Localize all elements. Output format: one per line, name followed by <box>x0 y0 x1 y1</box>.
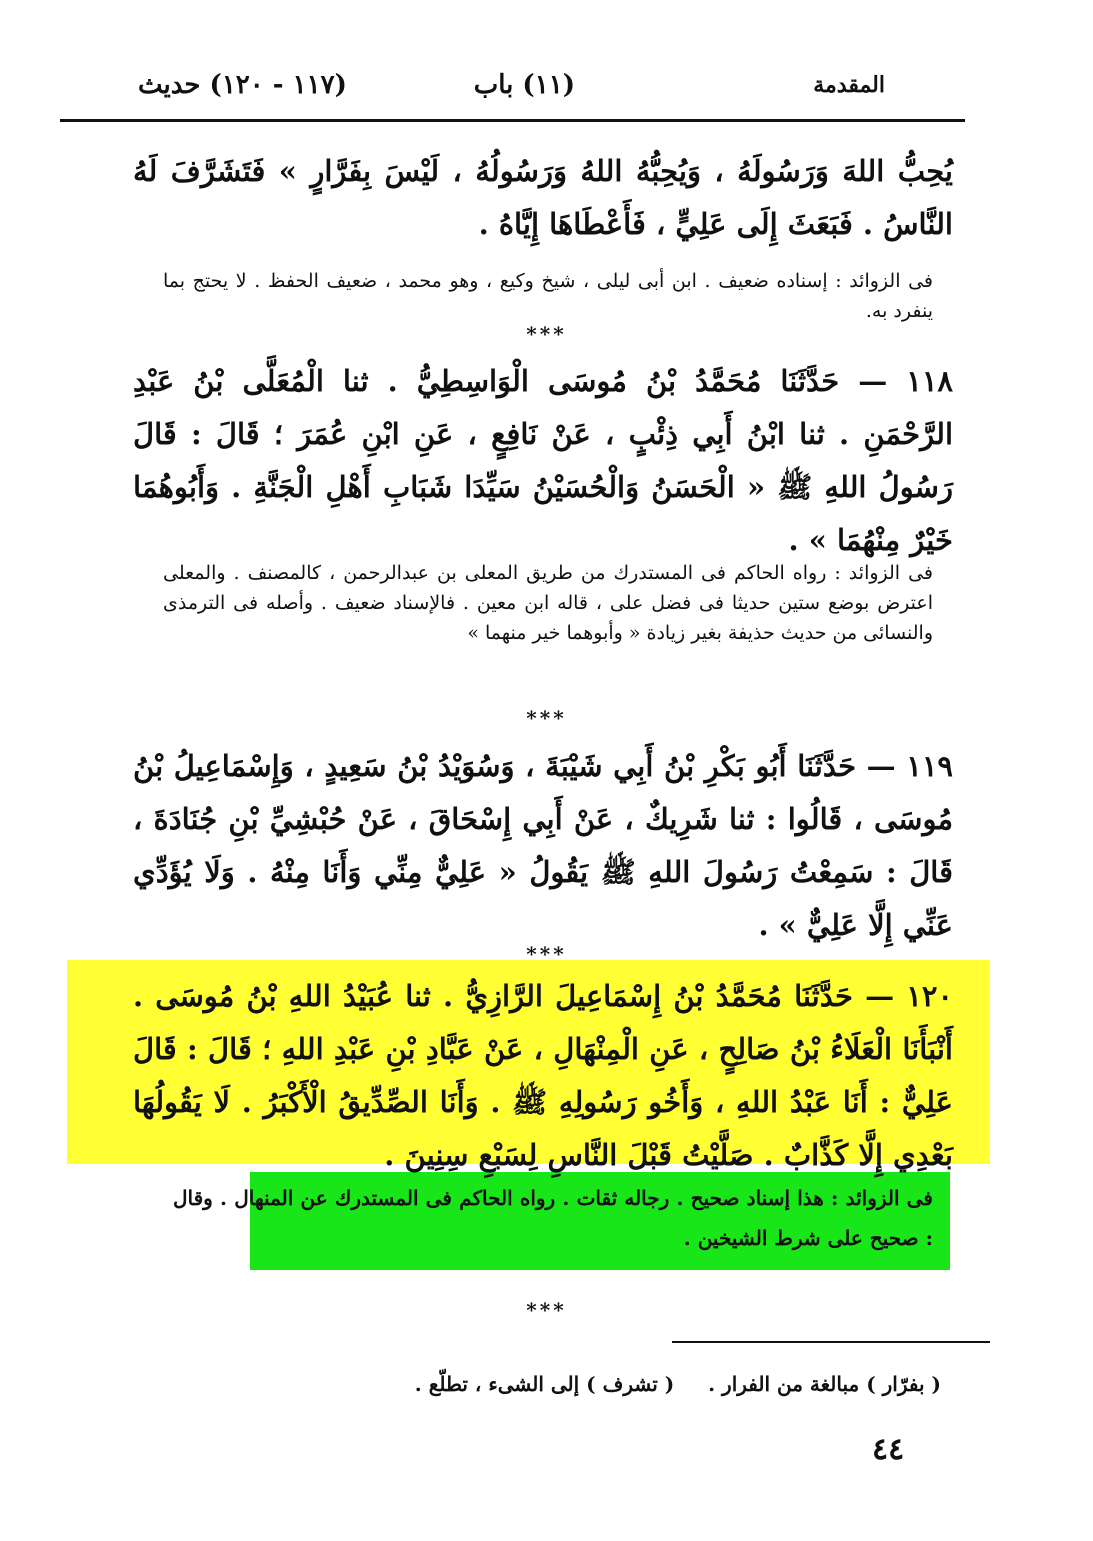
hadith-117-text: يُحِبُّ اللهَ وَرَسُولَهُ ، وَيُحِبُّهُ اللهُ وَرَسُولُهُ ، لَيْسَ بِفَرَّارٍ » فَتَشَرَّفَ لَهُ النَّاسُ . فَبَعَثَ إِلَى عَلِيٍّ ، فَأَعْطَاهَا إِيَّاهُ . <box>133 154 953 241</box>
footnote <box>415 1372 941 1396</box>
hadith-120-text: ١٢٠ — حَدَّثَنَا مُحَمَّدُ بْنُ إِسْمَاعِيلَ الرَّازِيُّ . ثنا عُبَيْدُ اللهِ بْنُ مُوسَى . أَنْبَأَنَا الْعَلَاءُ بْنُ صَالِحٍ ، عَنِ الْمِنْهَالِ ، عَنْ عَبَّادِ بْنِ عَبْدِ اللهِ ؛ قَالَ : قَالَ عَلِيٌّ : أَنَا عَبْدُ اللهِ ، وَأَخُو رَسُولِهِ ﷺ . وَأَنَا الصِّدِّيقُ الْأَكْبَرُ . لَا يَقُولُهَا بَعْدِي إِلَّا كَذَّابٌ . صَلَّيْتُ قَبْلَ النَّاسِ لِسَبْعِ سِنِينَ . <box>133 979 953 1172</box>
hadith-118-text: ١١٨ — حَدَّثَنَا مُحَمَّدُ بْنُ مُوسَى الْوَاسِطِيُّ . ثنا الْمُعَلَّى بْنُ عَبْدِ الرَّحْمَنِ . ثنا ابْنُ أَبِي ذِئْبٍ ، عَنْ نَافِعٍ ، عَنِ ابْنِ عُمَرَ ؛ قَالَ : قَالَ رَسُولُ اللهِ ﷺ « الْحَسَنُ وَالْحُسَيْنُ سَيِّدَا شَبَابِ أَهْلِ الْجَنَّةِ . وَأَبُوهُمَا خَيْرٌ مِنْهُمَا » . <box>133 364 953 557</box>
page-number: ٤٤ <box>872 1432 905 1467</box>
separator-1: *** <box>526 322 567 346</box>
hadith-117-note: فى الزوائد : إسناده ضعيف . ابن أبى ليلى ، شيخ وكيع ، وهو محمد ، ضعيف الحفظ . لا يحتج بما ينفرد به. <box>163 270 933 322</box>
separator-2: *** <box>526 706 567 730</box>
footnote-rule <box>672 1341 990 1343</box>
hadith-118-note: فى الزوائد : رواه الحاكم فى المستدرك من طريق المعلى بن عبدالرحمن ، كالمصنف . والمعلى اعترض بوضع ستين حديثا فى فضل على ، قاله ابن معين . فالإسناد ضعيف . وأصله فى الترمذى والنسائى من حديث حذيفة بغير زيادة « وأبوهما خير منهما » <box>163 562 933 644</box>
footnote-item-2: ( تشرف ) إلى الشىء ، تطلّع . <box>414 1372 675 1396</box>
header-section: المقدمة <box>813 72 885 98</box>
footnote-item-1: ( بفرّار ) مبالغة من الفرار . <box>708 1372 941 1396</box>
hadith-119-text: ١١٩ — حَدَّثَنَا أَبُو بَكْرِ بْنُ أَبِي شَيْبَةَ ، وَسُوَيْدُ بْنُ سَعِيدٍ ، وَإِسْمَاعِيلُ بْنُ مُوسَى ، قَالُوا : ثنا شَرِيكٌ ، عَنْ أَبِي إِسْحَاقَ ، عَنْ حُبْشِيِّ بْنِ جُنَادَةَ ، قَالَ : سَمِعْتُ رَسُولَ اللهِ ﷺ يَقُولُ « عَلِيٌّ مِنِّي وَأَنَا مِنْهُ . وَلَا يُؤَدِّي عَنِّي إِلَّا عَلِيٌّ » . <box>133 749 953 942</box>
header-rule <box>60 119 965 122</box>
hadith-120-note: فى الزوائد : هذا إسناد صحيح . رجاله ثقات . رواه الحاكم فى المستدرك عن المنهال . وقال : صحيح على شرط الشيخين . <box>173 1186 933 1250</box>
separator-4: *** <box>526 1298 567 1322</box>
running-header <box>60 72 965 112</box>
header-hadith-range: (١١٧ - ١٢٠) حديث <box>138 70 347 100</box>
header-bab: (١١) باب <box>473 70 575 100</box>
separator-3: *** <box>526 942 567 966</box>
